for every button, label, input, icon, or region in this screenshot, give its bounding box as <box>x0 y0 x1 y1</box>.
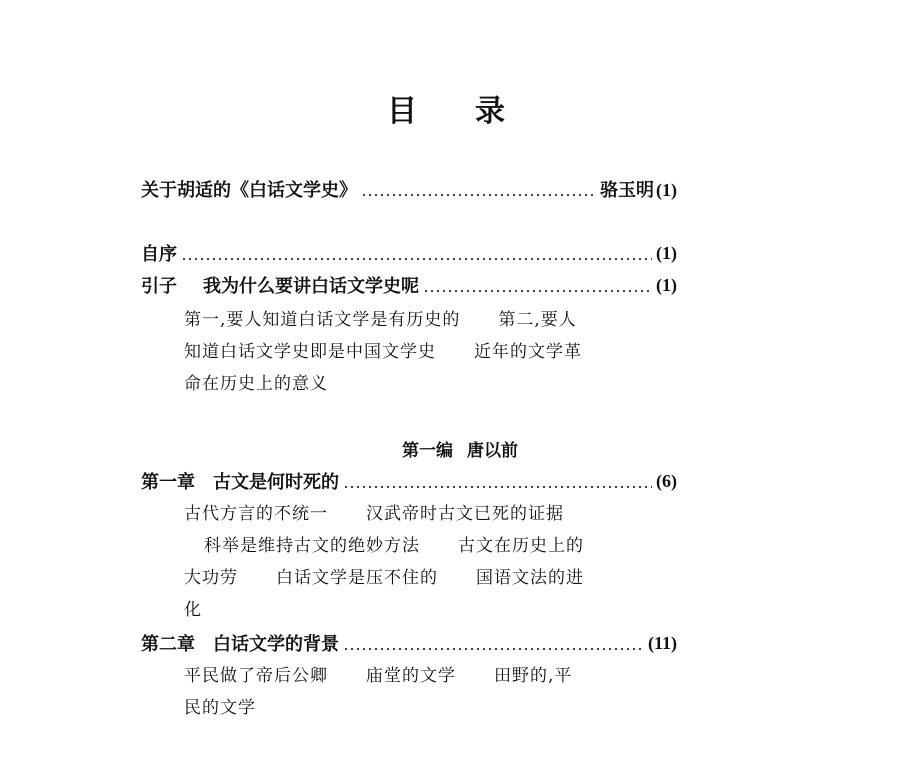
part-label: 第一编 <box>402 441 453 461</box>
subtopic: 民的文学 <box>184 698 256 718</box>
entry-page-ref <box>600 176 677 202</box>
title-char-2: 录 <box>475 94 563 129</box>
toc-entry-introduction[interactable] <box>141 270 677 300</box>
subtopic: 第一,要人知道白话文学是有历史的 <box>184 310 461 330</box>
subtopic-line <box>184 530 644 562</box>
entry-label: 自序 <box>141 244 177 265</box>
toc-entry-chapter-2[interactable] <box>141 628 677 658</box>
intro-subtopics <box>184 304 644 400</box>
toc-entry-editor-preface[interactable] <box>141 174 677 204</box>
entry-page: (1) <box>656 180 677 200</box>
entry-page: (6) <box>656 470 677 491</box>
chapter1-subtopics <box>184 498 644 626</box>
subtopic: 命在历史上的意义 <box>184 374 328 394</box>
toc-entry-self-preface[interactable] <box>141 238 677 268</box>
subtopic-line <box>184 562 644 594</box>
subtopic: 古代方言的不统一 <box>184 504 328 524</box>
dot-leader <box>343 648 644 650</box>
dot-leader <box>361 194 596 196</box>
entry-title: 白话文学的背景 <box>213 634 339 655</box>
subtopic: 科举是维持古文的绝妙方法 <box>204 536 420 556</box>
subtopic-line <box>184 368 644 400</box>
subtopic: 庙堂的文学 <box>366 666 456 686</box>
entry-label <box>141 272 419 298</box>
subtopic-line <box>184 692 644 724</box>
part-title: 唐以前 <box>467 441 518 461</box>
entry-page: (1) <box>656 242 677 263</box>
entry-author: 骆玉明 <box>600 180 654 200</box>
entry-label-text: 第一章 <box>141 472 195 493</box>
subtopic: 古文在历史上的 <box>458 536 584 556</box>
subtopic: 平民做了帝后公卿 <box>184 666 328 686</box>
dot-leader <box>423 290 652 292</box>
title-char-1: 目 <box>387 94 475 129</box>
page-title <box>0 86 900 130</box>
subtopic: 汉武帝时古文已死的证据 <box>366 504 564 524</box>
entry-label <box>141 630 339 656</box>
entry-label-text: 第二章 <box>141 634 195 655</box>
subtopic-line <box>184 594 644 626</box>
chapter2-subtopics <box>184 660 644 724</box>
subtopic: 国语文法的进 <box>476 568 584 588</box>
entry-title: 古文是何时死的 <box>213 472 339 493</box>
entry-label <box>141 468 339 494</box>
subtopic: 知道白话文学史即是中国文学史 <box>184 342 436 362</box>
entry-page: (11) <box>648 632 677 653</box>
subtopic-line <box>184 336 644 368</box>
subtopic: 田野的,平 <box>494 666 573 686</box>
subtopic-line <box>184 660 644 692</box>
subtopic: 白话文学是压不住的 <box>276 568 438 588</box>
subtopic: 大功劳 <box>184 568 238 588</box>
subtopic: 第二,要人 <box>498 310 577 330</box>
toc-entry-chapter-1[interactable] <box>141 466 677 496</box>
part-heading <box>0 436 900 461</box>
dot-leader <box>181 258 652 260</box>
entry-label: 关于胡适的《白话文学史》 <box>141 180 357 201</box>
subtopic: 化 <box>184 600 202 620</box>
subtopic: 近年的文学革 <box>474 342 582 362</box>
entry-label-text: 引子 <box>141 276 177 297</box>
dot-leader <box>343 486 652 488</box>
entry-title: 我为什么要讲白话文学史呢 <box>203 276 419 297</box>
subtopic-line <box>184 498 644 530</box>
entry-page: (1) <box>656 274 677 295</box>
subtopic-line <box>184 304 644 336</box>
